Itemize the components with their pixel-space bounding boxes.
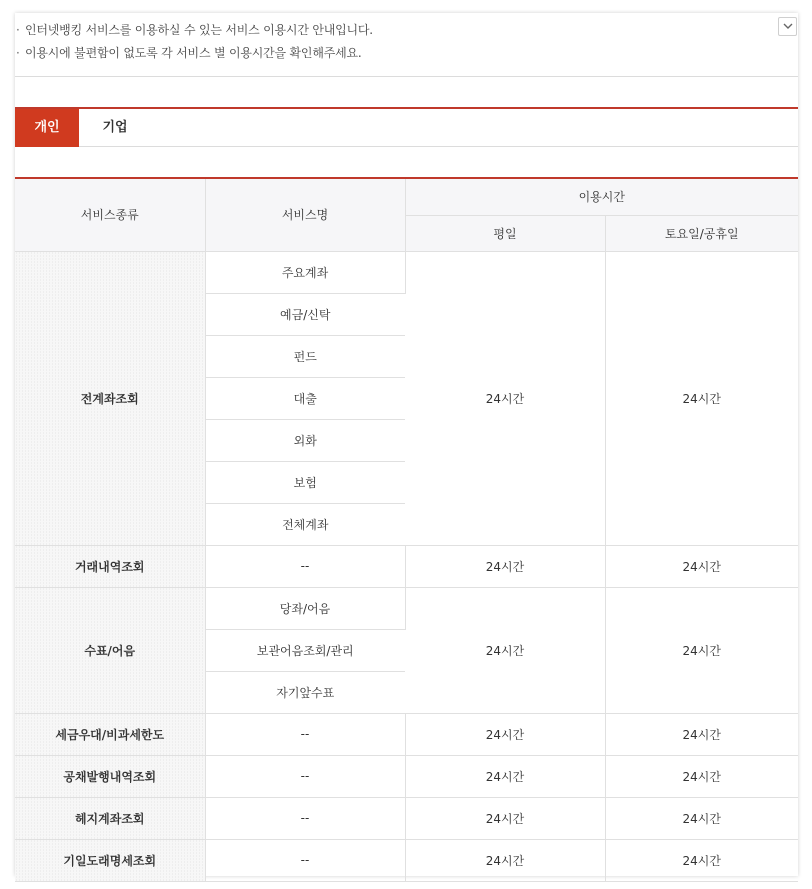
weekend-hours-cell: 24시간 xyxy=(605,587,798,713)
customer-type-tabs xyxy=(15,107,798,147)
service-cell: 당좌/어음 xyxy=(205,587,405,629)
weekend-hours-cell: 24시간 xyxy=(605,839,798,881)
service-cell: 자기앞수표 xyxy=(205,671,405,713)
service-cell: 주요계좌 xyxy=(205,251,405,293)
tab-corporate[interactable]: 기업 xyxy=(102,120,128,135)
weekday-hours-cell: 24시간 xyxy=(405,251,605,545)
table-row xyxy=(15,545,798,587)
table-row xyxy=(15,797,798,839)
service-cell: -- xyxy=(205,797,405,839)
table-row xyxy=(15,755,798,797)
table-row xyxy=(15,587,798,629)
bullet: · xyxy=(16,46,20,60)
category-cell: 세금우대/비과세한도 xyxy=(15,713,205,755)
table-row xyxy=(15,251,798,293)
weekday-hours-cell: 24시간 xyxy=(405,839,605,881)
weekend-hours-cell: 24시간 xyxy=(605,713,798,755)
service-hours-table xyxy=(15,179,798,882)
header-weekday: 평일 xyxy=(405,215,605,251)
service-cell: -- xyxy=(205,545,405,587)
header-category: 서비스종류 xyxy=(15,179,205,251)
category-cell: 수표/어음 xyxy=(15,587,205,713)
weekend-hours-cell: 24시간 xyxy=(605,251,798,545)
category-cell: 거래내역조회 xyxy=(15,545,205,587)
notice-box xyxy=(15,13,798,77)
service-hours-table-wrapper xyxy=(15,177,798,882)
service-cell: 전체계좌 xyxy=(205,503,405,545)
service-cell: 예금/신탁 xyxy=(205,293,405,335)
header-time-group: 이용시간 xyxy=(405,179,798,215)
category-cell: 전계좌조회 xyxy=(15,251,205,545)
category-cell: 헤지계좌조회 xyxy=(15,797,205,839)
notice-line-1 xyxy=(16,21,373,38)
service-cell: 보험 xyxy=(205,461,405,503)
service-hours-panel xyxy=(15,13,798,876)
service-cell: -- xyxy=(205,839,405,881)
weekday-hours-cell: 24시간 xyxy=(405,755,605,797)
table-row xyxy=(15,713,798,755)
bullet: · xyxy=(16,23,20,37)
weekday-hours-cell: 24시간 xyxy=(405,545,605,587)
chevron-down-icon xyxy=(783,23,793,30)
category-cell: 공채발행내역조회 xyxy=(15,755,205,797)
weekday-hours-cell: 24시간 xyxy=(405,587,605,713)
service-cell: 보관어음조회/관리 xyxy=(205,629,405,671)
notice-line-2 xyxy=(16,44,362,61)
header-service: 서비스명 xyxy=(205,179,405,251)
table-body xyxy=(15,251,798,881)
weekday-hours-cell: 24시간 xyxy=(405,797,605,839)
service-cell: -- xyxy=(205,713,405,755)
weekend-hours-cell: 24시간 xyxy=(605,545,798,587)
collapse-toggle-button[interactable] xyxy=(778,17,797,36)
weekend-hours-cell: 24시간 xyxy=(605,755,798,797)
service-cell: -- xyxy=(205,755,405,797)
notice-text: 이용시에 불편함이 없도록 각 서비스 별 이용시간을 확인해주세요. xyxy=(25,46,362,60)
table-row xyxy=(15,839,798,881)
header-weekend: 토요일/공휴일 xyxy=(605,215,798,251)
weekend-hours-cell: 24시간 xyxy=(605,797,798,839)
tab-personal[interactable]: 개인 xyxy=(15,109,79,147)
notice-text: 인터넷뱅킹 서비스를 이용하실 수 있는 서비스 이용시간 안내입니다. xyxy=(25,23,373,37)
category-cell: 기일도래명세조회 xyxy=(15,839,205,881)
service-cell: 대출 xyxy=(205,377,405,419)
service-cell: 펀드 xyxy=(205,335,405,377)
weekday-hours-cell: 24시간 xyxy=(405,713,605,755)
service-cell: 외화 xyxy=(205,419,405,461)
